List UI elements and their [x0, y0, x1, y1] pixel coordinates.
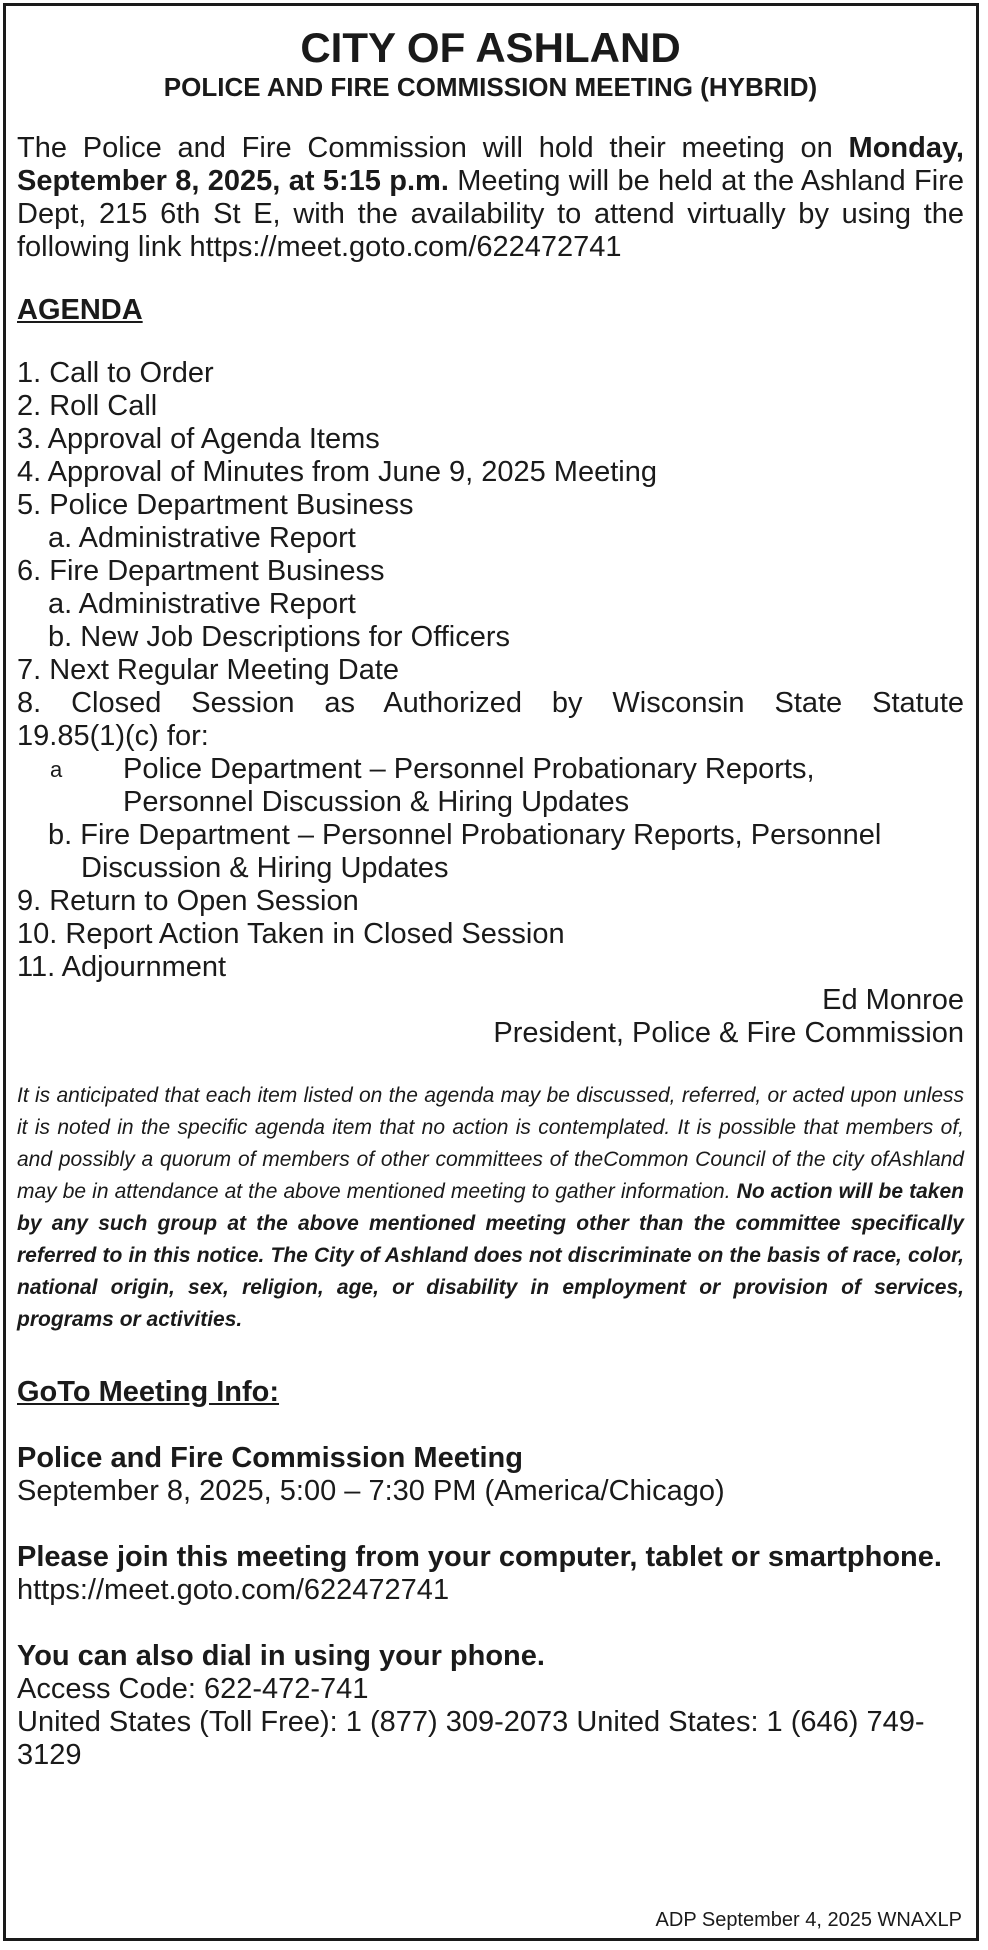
intro-paragraph — [17, 132, 964, 264]
agenda-subitem — [17, 753, 964, 819]
signature-title: President, Police & Fire Commission — [493, 1017, 964, 1049]
agenda-subitem-line: Personnel Discussion & Hiring Updates — [123, 786, 630, 818]
join-block — [17, 1541, 964, 1607]
agenda-subitem-continuation: Discussion & Hiring Updates — [81, 852, 449, 884]
agenda-item: 5. Police Department Business — [17, 489, 414, 521]
agenda-item: 10. Report Action Taken in Closed Session — [17, 918, 565, 950]
agenda-item: 6. Fire Department Business — [17, 555, 385, 587]
agenda-item: 8. Closed Session as Authorized by Wisconsin State Statute — [17, 687, 964, 719]
agenda-item: 3. Approval of Agenda Items — [17, 423, 380, 455]
agenda-subitem-text — [123, 753, 815, 819]
agenda-item: 4. Approval of Minutes from June 9, 2025 Meeting — [17, 456, 657, 488]
disclaimer-italic-text: It is anticipated that each item listed on the agenda may be discussed, referred, or acted upon unless it is noted in the specific agenda item that no action is contemplated. It is possible that members of, and possibly a quorum of members of other committees of theCommon Council of the city ofAshland may be in attendance at the above mentioned meeting to gather information. — [17, 1084, 964, 1203]
disclaimer-paragraph — [17, 1080, 964, 1336]
agenda-subitem: a. Administrative Report — [48, 522, 356, 554]
agenda-subitem: b. Fire Department – Personnel Probationary Reports, Personnel — [48, 819, 882, 851]
join-link[interactable]: https://meet.goto.com/622472741 — [17, 1574, 450, 1606]
intro-text-before: The Police and Fire Commission will hold their meeting on — [17, 132, 849, 164]
dial-heading: You can also dial in using your phone. — [17, 1640, 545, 1672]
meeting-time: September 8, 2025, 5:00 – 7:30 PM (America/Chicago) — [17, 1475, 725, 1507]
agenda-subitem: a. Administrative Report — [48, 588, 356, 620]
public-notice — [3, 3, 979, 1941]
disclaimer-bold-text: No action will be taken by any such group at the above mentioned meeting other than the committee specifically referred to in this notice. The City of Ashland does not discriminate on the basis of race, color, national origin, sex, religion, age, or disability in employment or provision of services, programs or activities. — [17, 1180, 964, 1331]
phone-numbers: United States (Toll Free): 1 (877) 309-2073 United States: 1 (646) 749-3129 — [17, 1706, 925, 1771]
notice-subtitle: POLICE AND FIRE COMMISSION MEETING (HYBRID) — [163, 72, 818, 102]
intro-text-after: Meeting will be held at the Ashland Fire Dept, 215 6th St E, with the availability to attend virtually by using the following link https://meet.goto.com/622472741 — [17, 165, 964, 263]
agenda-item-continuation: 19.85(1)(c) for: — [17, 720, 209, 752]
agenda-item: 7. Next Regular Meeting Date — [17, 654, 400, 686]
agenda-item: 2. Roll Call — [17, 390, 158, 422]
meeting-name: Police and Fire Commission Meeting — [17, 1442, 523, 1474]
meeting-info-block — [17, 1442, 964, 1508]
agenda-heading: AGENDA — [17, 294, 143, 326]
notice-title: CITY OF ASHLAND — [300, 24, 681, 71]
agenda-item: 9. Return to Open Session — [17, 885, 359, 917]
signature-name: Ed Monroe — [822, 984, 964, 1016]
join-heading: Please join this meeting from your computer, tablet or smartphone. — [17, 1541, 942, 1573]
agenda-list — [17, 357, 964, 984]
dial-block — [17, 1640, 964, 1772]
intro-date-time: Monday, September 8, 2025, at 5:15 p.m. — [17, 132, 964, 197]
agenda-subitem-letter: a — [50, 757, 63, 782]
access-code: Access Code: 622-472-741 — [17, 1673, 369, 1705]
agenda-subitem: b. New Job Descriptions for Officers — [48, 621, 511, 653]
publication-footer: ADP September 4, 2025 WNAXLP — [655, 1909, 962, 1931]
agenda-subitem-line: Police Department – Personnel Probationary Reports, — [123, 753, 815, 785]
agenda-item: 11. Adjournment — [17, 951, 227, 983]
goto-heading: GoTo Meeting Info: — [17, 1376, 280, 1408]
agenda-item: 1. Call to Order — [17, 357, 214, 389]
